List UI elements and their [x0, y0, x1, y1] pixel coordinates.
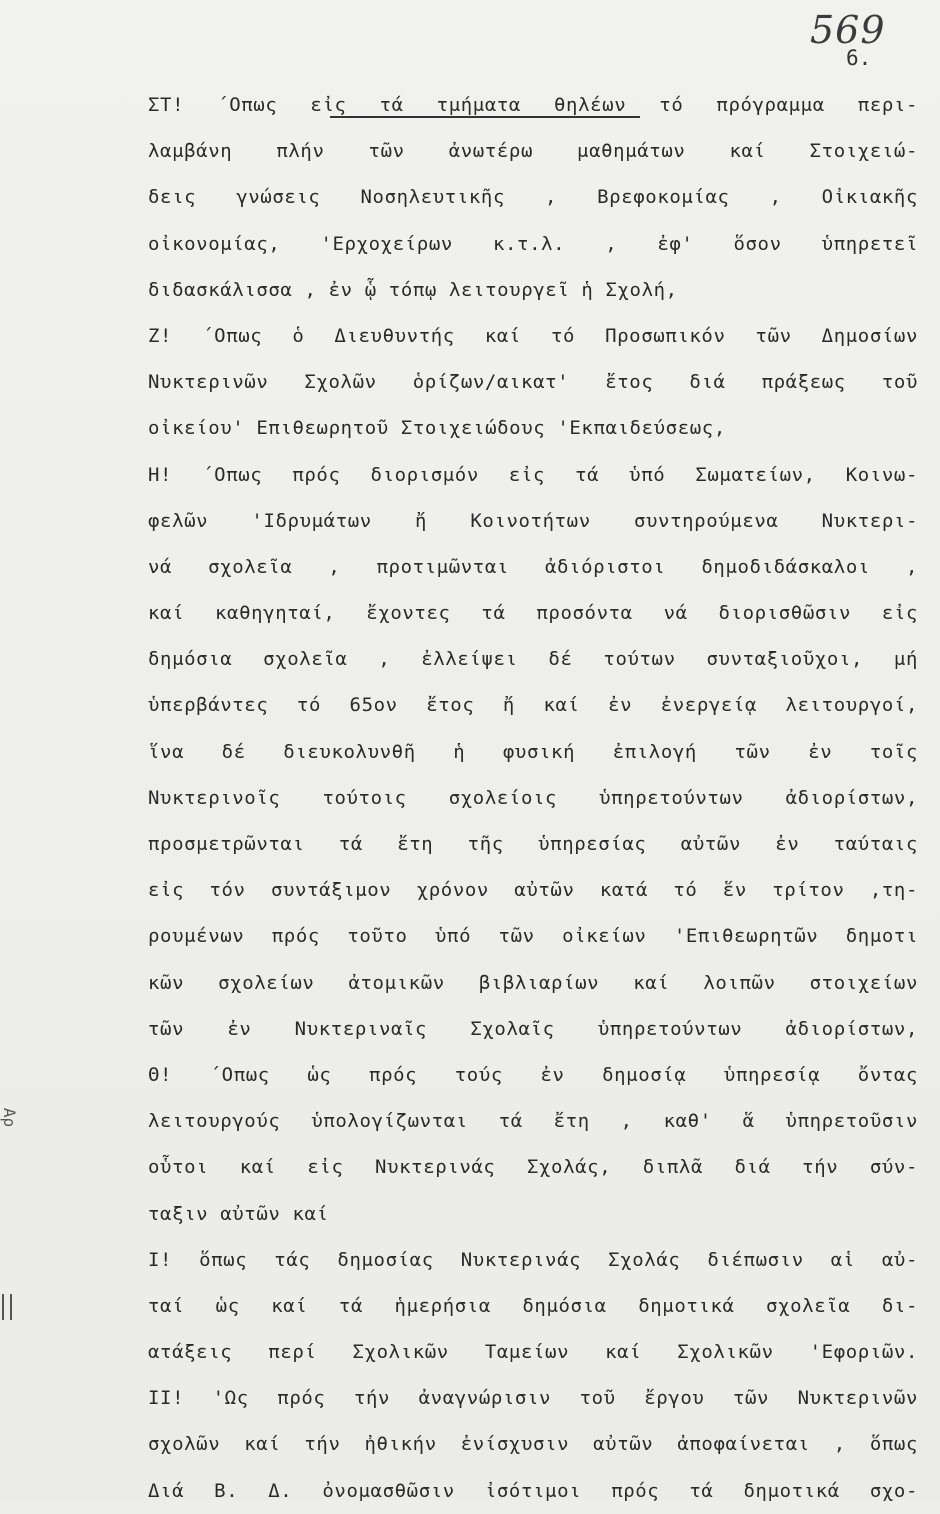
- page-number: 6.: [846, 46, 872, 70]
- text-line: Νυκτερινῶν Σχολῶν ὁρίζων/αικατ' ἔτος διά πράξεως τοῦ: [148, 371, 918, 394]
- text-line: δημόσια σχολεῖα , ἐλλείψει δέ τούτων συνταξιοῦχοι, μή: [148, 648, 918, 671]
- text-line: Η! ΄Οπως πρός διορισμόν εἰς τά ὑπό Σωματείων, Κοινω-: [148, 463, 918, 486]
- text-line: φελῶν 'Ιδρυμάτων ἤ Κοινοτήτων συντηρούμενα Νυκτερι-: [148, 509, 918, 532]
- text-line: δεις γνώσεις Νοσηλευτικῆς , Βρεφοκομίας , Οἰκιακῆς: [148, 186, 918, 209]
- text-line: τῶν ἐν Νυκτεριναῖς Σχολαῖς ὑπηρετούντων ἀδιορίστων,: [148, 1017, 918, 1040]
- text-line: ΙΙ! 'Ως πρός τήν ἀναγνώρισιν τοῦ ἔργου τῶν Νυκτερινῶν: [148, 1387, 918, 1410]
- text-line: οἰκονομίας, 'Ερχοχείρων κ.τ.λ. , ἐφ' ὅσον ὑπηρετεῖ: [148, 232, 918, 255]
- text-line: οἰκείου' Επιθεωρητοῦ Στοιχειώδους 'Εκπαιδεύσεως,: [148, 417, 726, 440]
- margin-binding-mark: [2, 1294, 12, 1320]
- text-line: ὑπερβάντες τό 65ον ἔτος ἤ καί ἐν ἐνεργείᾳ λειτουργοί,: [148, 694, 918, 717]
- text-line: ατάξεις περί Σχολικῶν Ταμείων καί Σχολικῶν 'Εφοριῶν.: [148, 1341, 918, 1364]
- text-line: προσμετρῶνται τά ἔτη τῆς ὑπηρεσίας αὐτῶν ἐν ταύταις: [148, 833, 918, 855]
- text-line: ταί ὡς καί τά ἡμερήσια δημόσια δημοτικά σχολεῖα δι-: [148, 1294, 918, 1317]
- text-line: οὗτοι καί εἰς Νυκτερινάς Σχολάς, διπλᾶ διά τήν σύν-: [148, 1156, 918, 1179]
- text-line: ἵνα δέ διευκολυνθῆ ἡ φυσική ἐπιλογή τῶν ἐν τοῖς: [148, 740, 918, 763]
- text-line: ρουμένων πρός τοῦτο ὑπό τῶν οἰκείων 'Επιθεωρητῶν δημοτι: [148, 925, 918, 948]
- text-line: κῶν σχολείων ἀτομικῶν βιβλιαρίων καί λοιπῶν στοιχείων: [148, 971, 918, 994]
- text-line: Θ! ΄Οπως ὡς πρός τούς ἐν δημοσίᾳ ὑπηρεσίᾳ ὄντας: [148, 1063, 918, 1086]
- text-line: εἰς τόν συντάξιμον χρόνον αὐτῶν κατά τό ἕν τρίτον ,τη-: [148, 879, 918, 902]
- text-line: ταξιν αὐτῶν καί: [148, 1202, 329, 1225]
- text-line: Ζ! ΄Οπως ὁ Διευθυντής καί τό Προσωπικόν τῶν Δημοσίων: [148, 324, 918, 347]
- text-line: Νυκτερινοῖς τούτοις σχολείοις ὑπηρετούντων ἀδιορίστων,: [148, 786, 918, 809]
- text-line: Ι! ὅπως τάς δημοσίας Νυκτερινάς Σχολάς διέπωσιν αἱ αὐ-: [148, 1248, 918, 1271]
- text-line: λαμβάνη πλήν τῶν ἀνωτέρω μαθημάτων καί Στοιχειώ-: [148, 140, 918, 163]
- text-line: καί καθηγηταί, ἔχοντες τά προσόντα νά διορισθῶσιν εἰς: [148, 602, 918, 625]
- text-line: Διά Β. Δ. ὀνομασθῶσιν ἰσότιμοι πρός τά δημοτικά σχο-: [148, 1479, 918, 1502]
- text-line: ΣΤ! ΄Οπως εἰς τά τμήματα θηλέων τό πρόγραμμα περι-: [148, 94, 918, 116]
- handwritten-page-stamp: 569: [810, 8, 886, 52]
- typed-text-block: [148, 82, 918, 1514]
- margin-fragment: Αρ: [0, 1107, 20, 1128]
- text-line: διδασκάλισσα , ἐν ᾧ τόπῳ λειτουργεῖ ἡ Σχολή,: [148, 278, 678, 301]
- text-line: νά σχολεῖα , προτιμῶνται ἀδιόριστοι δημοδιδάσκαλοι ,: [148, 555, 918, 578]
- text-line: λειτουργούς ὑπολογίζωνται τά ἔτη , καθ' ἅ ὑπηρετοῦσιν: [148, 1110, 918, 1133]
- text-line: σχολῶν καί τήν ἠθικήν ἐνίσχυσιν αὐτῶν ἀποφαίνεται , ὅπως: [148, 1433, 918, 1456]
